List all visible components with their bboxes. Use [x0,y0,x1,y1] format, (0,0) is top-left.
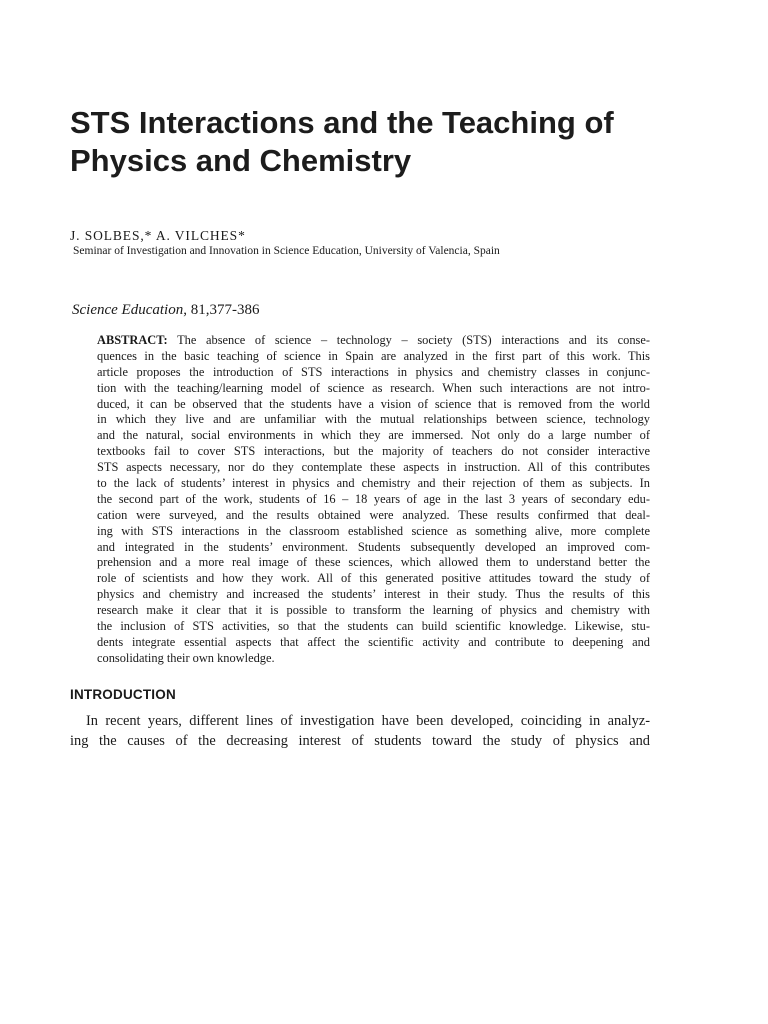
abstract-line-text: The absence of science – technology – society (STS) interactions and its conse- [167,333,650,347]
author-list: J. SOLBES,* A. VILCHES* [70,228,246,243]
abstract-line: research make it clear that it is possible to transform the learning of physics and chemistry with [97,603,650,618]
abstract-line: to the lack of students’ interest in physics and chemistry and their rejection of them as subjects. In [97,476,650,491]
journal-name: Science Education [72,302,184,318]
abstract-line: prehension and a more real image of these sciences, which allowed them to understand better the [97,555,650,570]
abstract-line: dents integrate essential aspects that affect the scientific activity and contribute to deepening and [97,634,650,649]
abstract-line: the inclusion of STS activities, so that the students can build scientific knowledge. Likewise, stu- [97,619,650,634]
abstract-line: and the natural, social environments in which they are immersed. Not only do a large number of [97,428,650,443]
citation-volume-pages: , 81,377-386 [183,302,260,318]
abstract-line: in which they live and are unfamiliar with the mutual relationships between science, technology [97,412,650,427]
introduction-body [70,711,650,751]
abstract-line: quences in the basic teaching of science in Spain are analyzed in the first part of this work. This [97,348,650,363]
abstract-line: consolidating their own knowledge. [97,650,275,665]
abstract-line: textbooks fail to cover STS interactions, but the majority of teachers do not consider interactive [97,444,650,459]
abstract-block [97,333,650,667]
abstract-label: ABSTRACT: [97,333,168,347]
abstract-line: physics and chemistry and increased the students’ interest in their study. Thus the results of this [97,587,650,602]
journal-citation [72,302,259,319]
abstract-line: the second part of the work, students of 16 – 18 years of age in the last 3 years of secondary edu- [97,491,650,506]
abstract-line: STS aspects necessary, nor do they contemplate these aspects in instruction. All of this contributes [97,460,650,475]
abstract-line [97,333,650,349]
paper-title-line-1: STS Interactions and the Teaching of [70,105,614,140]
abstract-line: duced, it can be observed that the students have a vision of science that is removed from the world [97,396,650,411]
paper-title [70,104,710,180]
abstract-line: and integrated in the students’ environment. Students subsequently developed an improved com- [97,539,650,554]
abstract-line: article proposes the introduction of STS interactions in physics and chemistry classes in conjunc- [97,364,650,379]
author-affiliation: Seminar of Investigation and Innovation in Science Education, University of Valencia, Spain [73,245,500,257]
abstract-line: tion with the teaching/learning model of science as research. When such interactions are not intro- [97,380,650,395]
section-heading-introduction: INTRODUCTION [70,687,176,702]
abstract-line: cation were surveyed, and the results obtained were analyzed. These results confirmed that deal- [97,507,650,522]
paper-title-line-2: Physics and Chemistry [70,143,412,178]
abstract-line: role of scientists and how they work. All of this generated positive attitudes toward the study of [97,571,650,586]
body-text-line: ing the causes of the decreasing interest of students toward the study of physics and [70,733,650,749]
abstract-line: ing with STS interactions in the classroom established science as something alive, more complete [97,523,650,538]
body-text-line: In recent years, different lines of investigation have been developed, coinciding in analyz- [86,713,650,729]
